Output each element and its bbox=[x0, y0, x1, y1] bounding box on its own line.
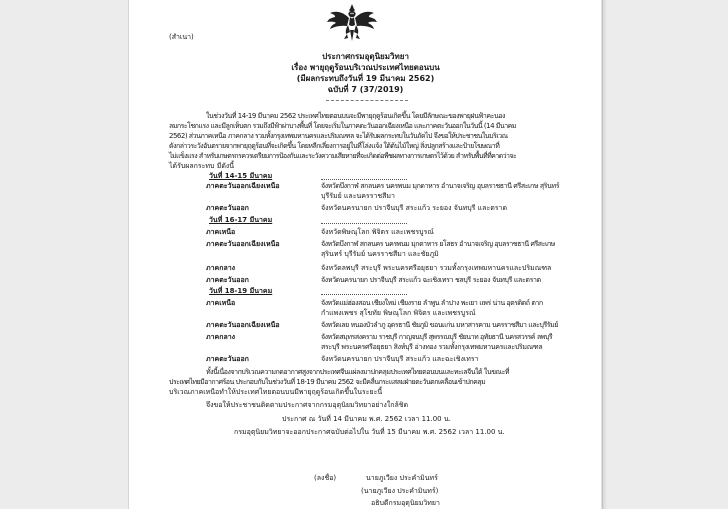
province-line: กำแพงเพชร สุโขทัย พิษณุโลก พิจิตร และเพชรบูรณ์ bbox=[321, 309, 476, 317]
region-label: ภาคเหนือ bbox=[206, 299, 236, 307]
region-label: ภาคตะวันออก bbox=[206, 276, 249, 284]
body-line: ลมกระโชกแรง และมีลูกเห็บตก รวมถึงมีฟ้าผ่าบางพื้นที่ โดยจะเริ่มในภาคตะวันออกเฉียงเหนือ และภาคตะวันออกในวันนี้ (14 มีนาคม bbox=[169, 122, 516, 130]
schedule-date: วันที่ 18-19 มีนาคม bbox=[209, 287, 273, 295]
signatory-name-printed: (นายภูเวียง ประคำมินทร์) bbox=[361, 487, 439, 495]
signatory-title: อธิบดีกรมอุตุนิยมวิทยา bbox=[371, 499, 440, 507]
page-shadow bbox=[601, 0, 607, 509]
document-page[interactable] bbox=[128, 0, 603, 509]
region-label: ภาคตะวันออกเฉียงเหนือ bbox=[206, 240, 280, 248]
next-announcement: กรมอุตุนิยมวิทยาจะออกประกาศฉบับต่อไปใน วันที่ 15 มีนาคม พ.ศ. 2562 เวลา 11.00 น. bbox=[234, 428, 505, 436]
body-line: 2562) ส่วนภาคเหนือ ภาคกลาง รวมทั้งกรุงเทพมหานครและปริมณฑล จะได้รับผลกระทบในวันถัดไป จึงขอให้ประชาชนในบริเวณ bbox=[169, 132, 508, 140]
body-line: ดังกล่าวระวังอันตรายจากพายุฤดูร้อนที่จะเกิดขึ้น โดยหลีกเลี่ยงการอยู่ในที่โล่งแจ้ง ใต้ต้นไม้ใหญ่ สิ่งปลูกสร้างและป้ายโฆษณาที่ bbox=[169, 142, 500, 150]
province-line: จังหวัดเลย หนองบัวลำภู อุดรธานี ชัยภูมิ ขอนแก่น มหาสารคาม นครราชสีมา และบุรีรัมย์ bbox=[321, 321, 558, 329]
closing-line: ประเทศไทยมีอากาศร้อน ประกอบกับในช่วงวันที่ 18-19 มีนาคม 2562 จะมีคลื่นกระแสลมฝ่ายตะวันตกเคลื่อนเข้าปกคลุม bbox=[169, 378, 486, 386]
body-line: ในช่วงวันที่ 14-19 มีนาคม 2562 ประเทศไทยตอนบนจะมีพายุฤดูร้อนเกิดขึ้น โดยมีลักษณะของพายุฝนฟ้าคะนอง bbox=[206, 112, 505, 120]
province-line: จังหวัดนครนายก ปราจีนบุรี สระแก้ว และฉะเชิงเทรา bbox=[321, 355, 479, 363]
signatory-name: นายภูเวียง ประคำมินทร์ bbox=[366, 474, 438, 482]
document-subject: เรื่อง พายุฤดูร้อนบริเวณประเทศไทยตอนบน bbox=[291, 63, 440, 72]
province-line: จังหวัดบึงกาฬ สกลนคร นครพนม มุกดาหาร อำนาจเจริญ อุบลราชธานี ศรีสะเกษ สุรินทร์ bbox=[321, 182, 560, 190]
document-title: ประกาศกรมอุตุนิยมวิทยา bbox=[322, 52, 409, 61]
schedule-date: วันที่ 14-15 มีนาคม bbox=[209, 172, 273, 180]
province-line: จังหวัดลพบุรี สระบุรี พระนครศรีอยุธยา รวมทั้งกรุงเทพมหานครและปริมณฑล bbox=[321, 264, 552, 272]
province-line: จังหวัดพิษณุโลก พิจิตร และเพชรบูรณ์ bbox=[321, 228, 434, 236]
province-line: บุรีรัมย์ และนครราชสีมา bbox=[321, 192, 395, 200]
region-label: ภาคกลาง bbox=[206, 264, 236, 272]
region-label: ภาคตะวันออกเฉียงเหนือ bbox=[206, 321, 280, 329]
region-label: ภาคตะวันออก bbox=[206, 355, 249, 363]
region-label: ภาคตะวันออกเฉียงเหนือ bbox=[206, 182, 280, 190]
closing-line: ทั้งนี้เนื่องจากบริเวณความกดอากาศสูงจากประเทศจีนแผ่ลงมาปกคลุมประเทศไทยตอนบนและทะเลจีนใต้ ในขณะที่ bbox=[206, 368, 510, 376]
date-underline bbox=[321, 294, 407, 295]
schedule-date: วันที่ 16-17 มีนาคม bbox=[209, 216, 273, 224]
province-line: จังหวัดแม่ฮ่องสอน เชียงใหม่ เชียงราย ลำพูน ลำปาง พะเยา แพร่ น่าน อุตรดิตถ์ ตาก bbox=[321, 299, 543, 307]
date-underline bbox=[321, 179, 407, 180]
region-label: ภาคตะวันออก bbox=[206, 204, 249, 212]
title-divider bbox=[326, 100, 408, 101]
region-label: ภาคกลาง bbox=[206, 333, 236, 341]
body-line: ไม่แข็งแรง สำหรับเกษตรกรควรเตรียมการป้องกันและระวังความเสียหายที่จะเกิดต่อพืชผลทางการเกษตรไว้ด้วย สำหรับพื้นที่ที่คาดว่าจะ bbox=[169, 152, 517, 160]
date-underline bbox=[321, 223, 407, 224]
province-line: สระบุรี พระนครศรีอยุธยา สิงห์บุรี อ่างทอง รวมทั้งกรุงเทพมหานครและปริมณฑล bbox=[321, 343, 543, 351]
closing-line: บริเวณภาคเหนือทำให้ประเทศไทยตอนบนมีพายุฤดูร้อนเกิดขึ้นในระยะนี้ bbox=[169, 388, 383, 396]
province-line: จังหวัดบึงกาฬ สกลนคร นครพนม มุกดาหาร ยโสธร อำนาจเจริญ อุบลราชธานี ศรีสะเกษ bbox=[321, 240, 555, 248]
province-line: จังหวัดนครนายก ปราจีนบุรี สระแก้ว ฉะเชิงเทรา ชลบุรี ระยอง จันทบุรี และตราด bbox=[321, 276, 541, 284]
province-line: สุรินทร์ บุรีรัมย์ นครราชสีมา และชัยภูมิ bbox=[321, 250, 439, 258]
province-line: จังหวัดสมุทรสงคราม ราชบุรี กาญจนบุรี สุพรรณบุรี ชัยนาท อุทัยธานี นครสวรรค์ ลพบุรี bbox=[321, 333, 553, 341]
document-effect-note: (มีผลกระทบถึงวันที่ 19 มีนาคม 2562) bbox=[296, 74, 435, 83]
closing-line: จึงขอให้ประชาชนติดตามประกาศจากกรมอุตุนิยมวิทยาอย่างใกล้ชิด bbox=[206, 401, 409, 409]
region-label: ภาคเหนือ bbox=[206, 228, 236, 236]
body-line: ได้รับผลกระทบ มีดังนี้ bbox=[169, 162, 235, 170]
signature-mark: (ลงชื่อ) bbox=[314, 474, 337, 482]
copy-mark: (สำเนา) bbox=[169, 33, 194, 41]
garuda-emblem-icon bbox=[326, 3, 378, 43]
province-line: จังหวัดนครนายก ปราจีนบุรี สระแก้ว ระยอง จันทบุรี และตราด bbox=[321, 204, 508, 212]
issued-date: ประกาศ ณ วันที่ 14 มีนาคม พ.ศ. 2562 เวลา 11.00 น. bbox=[282, 415, 451, 423]
document-number: ฉบับที่ 7 (37/2019) bbox=[327, 85, 404, 94]
